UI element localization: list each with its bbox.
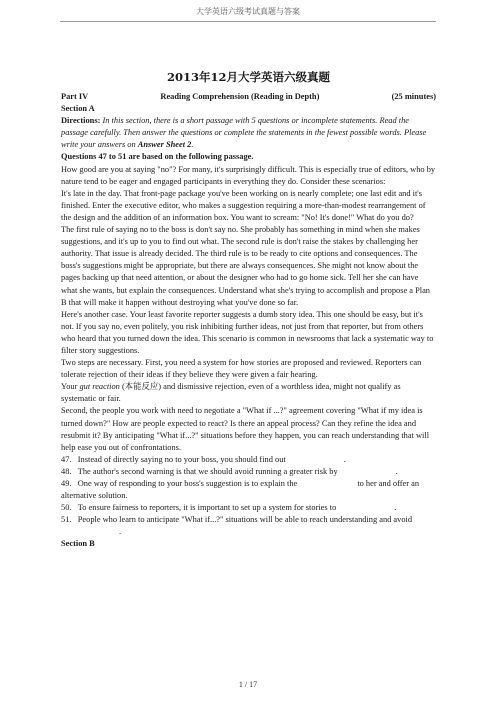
page-header: 大学英语六级考试真题与答案 [196,7,300,16]
question-49: 49. One way of responding to your boss's suggestion is to explain the to her and offer an alternative solution. [61,479,420,501]
question-48: 48. The author's second warning is that we should avoid running a greater risk by . [61,466,398,476]
passage-paragraph: Here's another case. Your least favorite reporter suggests a dumb story idea. This one should be easy, but it's not. If you say no, even politely, you risk inhibiting further ideas, not just from that reporter, but from others who heard that you turned down the idea. This scenario is common in newsrooms that lack a systematic way to filter story suggestions. [61,309,434,355]
gut-reaction-term: gut reaction [79,382,120,392]
question-50: 50. To ensure fairness to reporters, it is important to set up a system for stories to . [61,503,397,513]
passage-paragraph: Second, the people you work with need to negotiate a "What if ...?" agreement covering "What if my idea is turned down?" How are people expected to react? Is there an appeal process? Can they refine the idea and resubmit it? By anticipating "What if...?" situations before they happen, you can reach understanding that will help ease you out of confrontations. [61,406,430,452]
total-pages: 17 [249,680,258,689]
current-page: 1 [238,680,243,689]
answer-sheet-ref: Answer Sheet 2 [137,140,192,150]
passage-paragraph: The first rule of saying no to the boss is don't say no. She probably has something in mind when she makes suggestions, and it's up to you to find out what. The second rule is don't raise the stakes by challenging her authority. That issue is already decided. The third rule is to be ready to cite options and consequences. The boss's suggestions might be appropriate, but there are always consequences. She might not know about the pages backing up that need attention, or about the designer who had to go home sick. Tell her she can have what she wants, but explain the consequences. Understand what she's trying to accomplish and propose a Plan B that will make it happen without destroying what you've done so far. [61,225,430,307]
section-a-heading: Section A [61,104,95,114]
directions-label: Directions: [61,116,101,126]
header-divider [60,21,436,22]
section-b-heading: Section B [61,539,95,549]
questions-intro: Questions 47 to 51 are based on the following passage. [61,152,254,162]
passage-paragraph: It's late in the day. That front-page package you've been working on is nearly complete; one last edit and it's finished. Enter the executive editor, who makes a suggestion requiring a more-than-modest rearrangement of the design and the addition of an information box. You want to scream: "No! It's done!" What do you do? [61,188,426,222]
passage-paragraph: Two steps are necessary. First, you need a system for how stories are proposed and reviewed. Reporters can tolerate rejection of their ideas if they believe they were given a fair hearing. [61,358,422,380]
page-number: 1 / 17 [238,680,258,689]
document-body [61,70,436,551]
passage-paragraph: How good are you at saying "no"? For many, it's surprisingly difficult. This is especially true of editors, who by nature tend to be eager and engaged participants in everything they do. Consider these scenarios: [61,164,436,186]
directions-text: In this section, there is a short passage with 5 questions or incomplete statements. Read the passage carefully. Then answer the questions or complete the statements in the fewest possible words. Please write your answers on [61,116,427,150]
part-time: (25 minutes) [391,92,436,101]
passage-paragraph: Your gut reaction (本能反应) and dismissive rejection, even of a worthless idea, might not qualify as systematic or fair. [61,382,401,404]
directions-end: . [191,140,194,150]
document-title: 2013年12月大学英语六级真题 [166,70,330,84]
part-name: Reading Comprehension (Reading in Depth) [160,92,320,101]
question-47: 47. Instead of directly saying no to your boss, you should find out . [61,454,346,464]
question-51: 51. People who learn to anticipate "What if...?" situations will be able to reach understanding and avoid. [61,515,413,537]
part-label: Part IV [61,92,89,101]
directions [61,115,436,151]
part-heading [61,91,436,103]
